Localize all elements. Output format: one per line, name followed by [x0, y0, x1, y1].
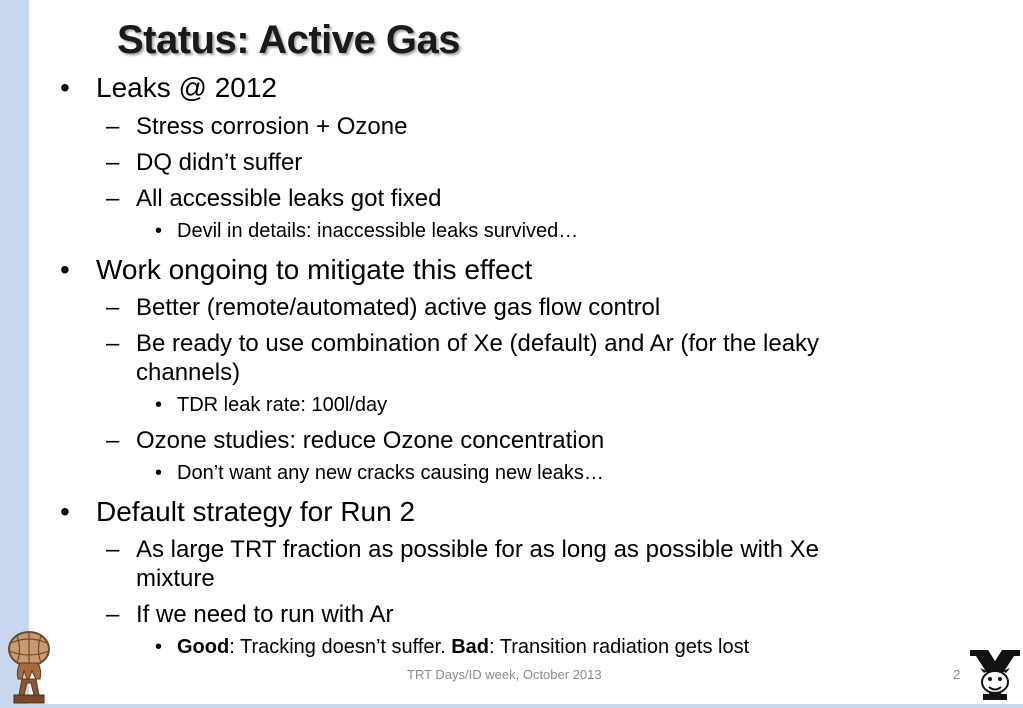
bullet-text: Don’t want any new cracks causing new leaks… — [177, 462, 604, 484]
bullet-marker: • — [60, 254, 70, 285]
bullet-text: Stress corrosion + Ozone — [136, 113, 408, 140]
bullet-marker: • — [60, 496, 70, 527]
footer-text: TRT Days/ID week, October 2013 — [407, 667, 602, 682]
bullet-text: channels) — [136, 359, 241, 386]
bullet-text: All accessible leaks got fixed — [136, 185, 442, 212]
bad-text: : Transition radiation gets lost — [489, 636, 750, 658]
bullet-text: Devil in details: inaccessible leaks survived… — [177, 220, 579, 242]
bullet-marker: • — [60, 72, 70, 103]
bullet-text: Work ongoing to mitigate this effect — [96, 254, 533, 285]
page-number: 2 — [953, 667, 961, 682]
bullet-marker: – — [106, 427, 120, 454]
bullet-marker: • — [155, 220, 163, 242]
bullet-marker: – — [106, 601, 120, 628]
bullet-marker: – — [106, 149, 120, 176]
slide-title: Status: Active Gas — [117, 18, 460, 62]
bullet-text: DQ didn’t suffer — [136, 149, 303, 176]
bullet-text: Be ready to use combination of Xe (default) and Ar (for the leaky — [136, 330, 820, 357]
bullet-text: Better (remote/automated) active gas flow control — [136, 294, 661, 321]
university-bulldog-logo-icon — [968, 648, 1022, 702]
good-label: Good — [177, 636, 230, 658]
bullet-marker: • — [155, 394, 163, 416]
bullet-text: Ozone studies: reduce Ozone concentration — [136, 427, 605, 454]
atlas-statue-logo-icon — [2, 629, 54, 705]
bullet-text: As large TRT fraction as possible for as long as possible with Xe — [136, 536, 820, 563]
bullet-marker: – — [106, 294, 120, 321]
bullet-marker: – — [106, 330, 120, 357]
bullet-text: mixture — [136, 565, 215, 592]
bullet-marker: • — [155, 462, 163, 484]
bullet-marker: – — [106, 536, 120, 563]
bullet-text — [177, 636, 749, 659]
bullet-text: TDR leak rate: 100l/day — [177, 394, 388, 416]
bullet-marker: – — [106, 185, 120, 212]
bad-label: Bad — [451, 636, 489, 658]
bullet-marker: – — [106, 113, 120, 140]
bullet-marker: • — [155, 636, 163, 658]
bullet-text: Default strategy for Run 2 — [96, 496, 416, 527]
good-text: : Tracking doesn’t suffer. — [229, 636, 452, 658]
bullet-text: Leaks @ 2012 — [96, 72, 277, 103]
bullet-text: If we need to run with Ar — [136, 601, 394, 628]
